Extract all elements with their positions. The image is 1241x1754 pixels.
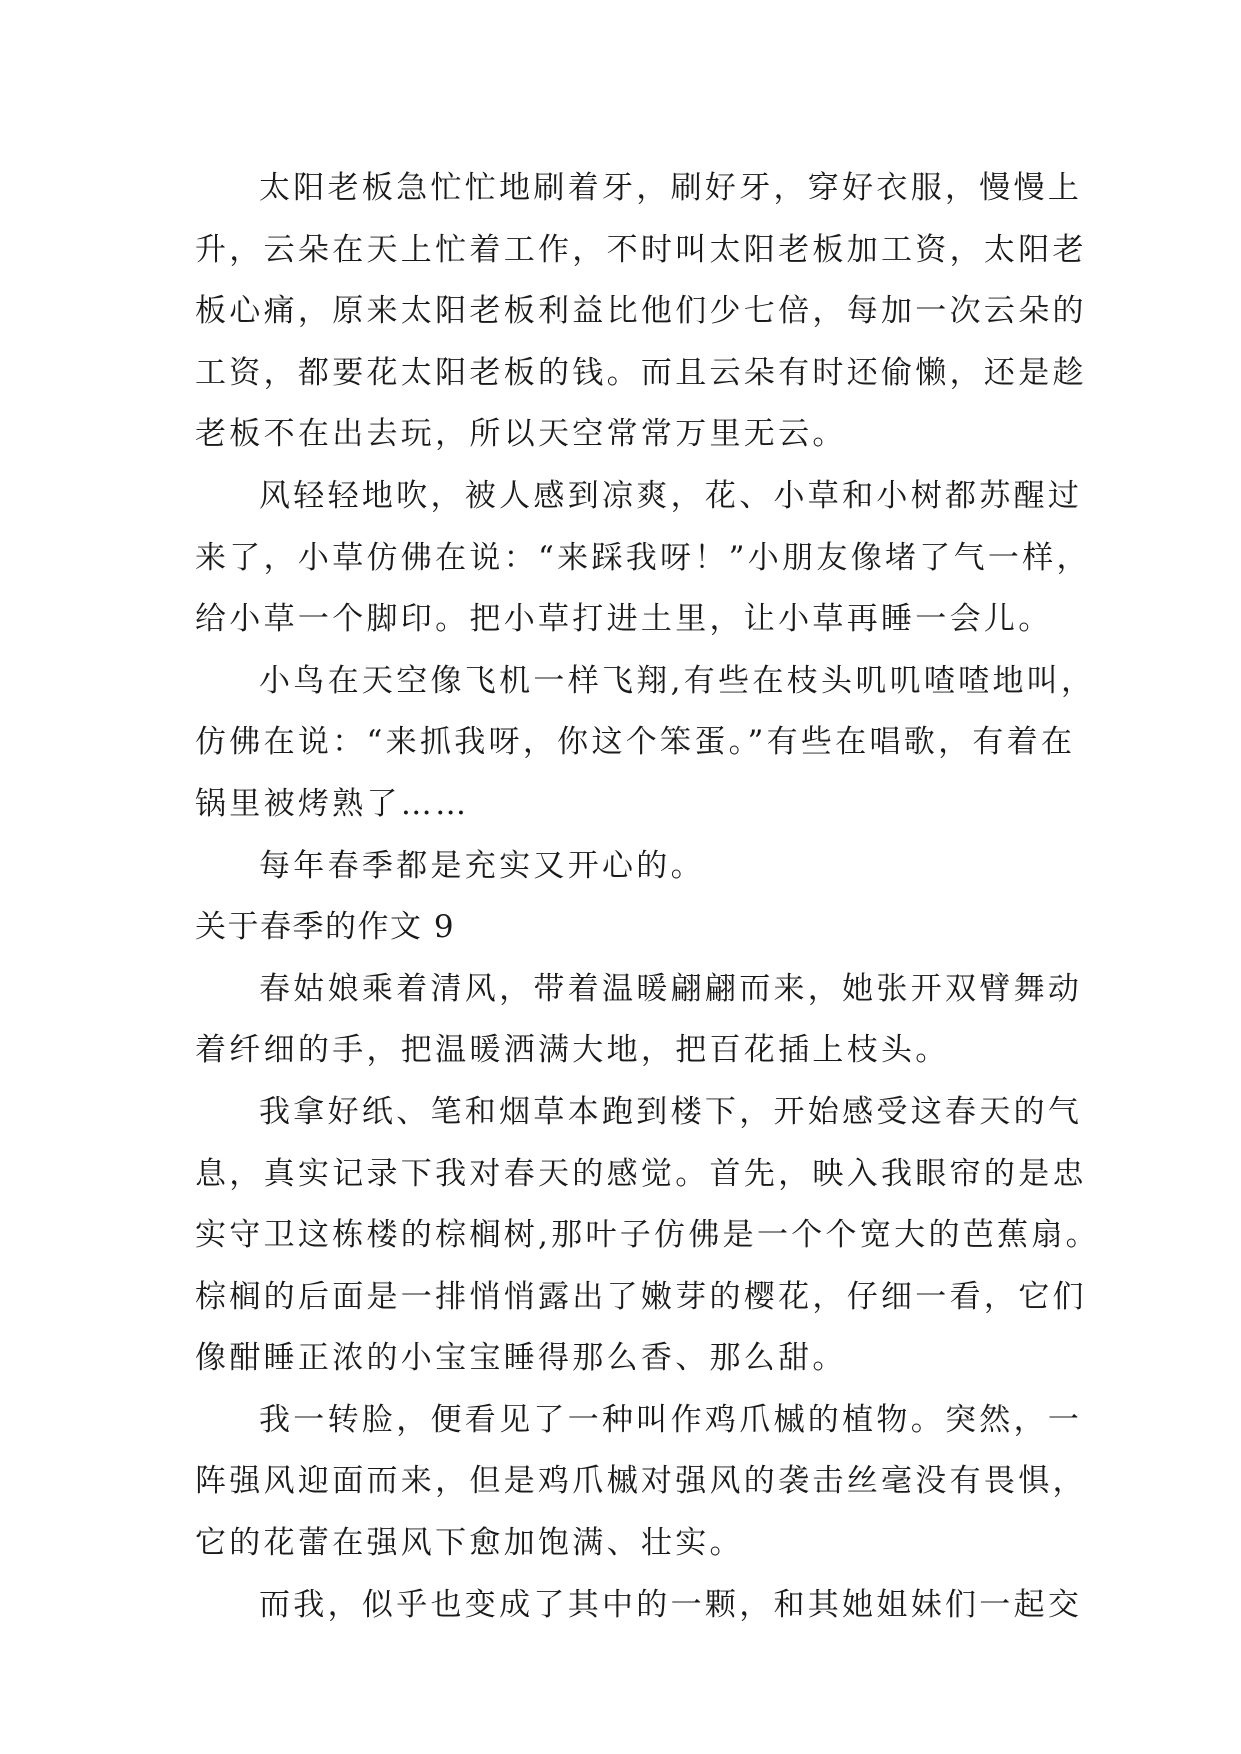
paragraph-5-line-2: 着纤细的手，把温暖洒满大地，把百花插上枝头。 (195, 1032, 950, 1069)
paragraph-6-line-3: 实守卫这栋楼的棕榈树,那叶子仿佛是一个个宽大的芭蕉扇。 (195, 1217, 1100, 1254)
paragraph-7-line-1: 我一转脸，便看见了一种叫作鸡爪槭的植物。突然，一 (259, 1401, 1083, 1438)
paragraph-1-line-1: 太阳老板急忙忙地刷着牙，刷好牙，穿好衣服，慢慢上 (259, 170, 1083, 206)
paragraph-1-line-2: 升，云朵在天上忙着工作，不时叫太阳老板加工资，太阳老 (195, 231, 1087, 268)
paragraph-3-line-3: 锅里被烤熟了…… (195, 785, 470, 822)
paragraph-3-line-2: 仿佛在说：“来抓我呀，你这个笨蛋。”有些在唱歌，有着在 (195, 724, 1076, 761)
paragraph-6-line-1: 我拿好纸、笔和烟草本跑到楼下，开始感受这春天的气 (259, 1093, 1083, 1130)
paragraph-6-line-2: 息，真实记录下我对春天的感觉。首先，映入我眼帘的是忠 (195, 1155, 1087, 1192)
paragraph-4-line-1: 每年春季都是充实又开心的。 (259, 847, 705, 884)
paragraph-3-line-1: 小鸟在天空像飞机一样飞翔,有些在枝头叽叽喳喳地叫， (259, 662, 1096, 699)
paragraph-1-line-3: 板心痛，原来太阳老板利益比他们少七倍，每加一次云朵的 (195, 293, 1087, 330)
paragraph-8-line-1: 而我，似乎也变成了其中的一颗，和其她姐妹们一起交 (259, 1586, 1083, 1623)
section-heading: 关于春季的作文 9 (195, 909, 456, 946)
paragraph-2-line-1: 风轻轻地吹，被人感到凉爽，花、小草和小树都苏醒过 (259, 477, 1083, 514)
paragraph-5-line-1: 春姑娘乘着清风，带着温暖翩翩而来，她张开双臂舞动 (259, 970, 1083, 1007)
paragraph-7-line-2: 阵强风迎面而来，但是鸡爪槭对强风的袭击丝毫没有畏惧， (195, 1463, 1087, 1500)
essay-body (195, 158, 1100, 1636)
paragraph-6-line-4: 棕榈的后面是一排悄悄露出了嫩芽的樱花，仔细一看，它们 (195, 1278, 1087, 1315)
paragraph-2-line-2: 来了，小草仿佛在说：“来踩我呀！”小朋友像堵了气一样， (195, 539, 1091, 576)
paragraph-2-line-3: 给小草一个脚印。把小草打进土里，让小草再睡一会儿。 (195, 601, 1053, 638)
paragraph-7-line-3: 它的花蕾在强风下愈加饱满、壮实。 (195, 1525, 744, 1562)
paragraph-6-line-5: 像酣睡正浓的小宝宝睡得那么香、那么甜。 (195, 1340, 847, 1377)
paragraph-1-line-4: 工资，都要花太阳老板的钱。而且云朵有时还偷懒，还是趁 (195, 354, 1087, 391)
paragraph-1-line-5: 老板不在出去玩，所以天空常常万里无云。 (195, 416, 847, 453)
